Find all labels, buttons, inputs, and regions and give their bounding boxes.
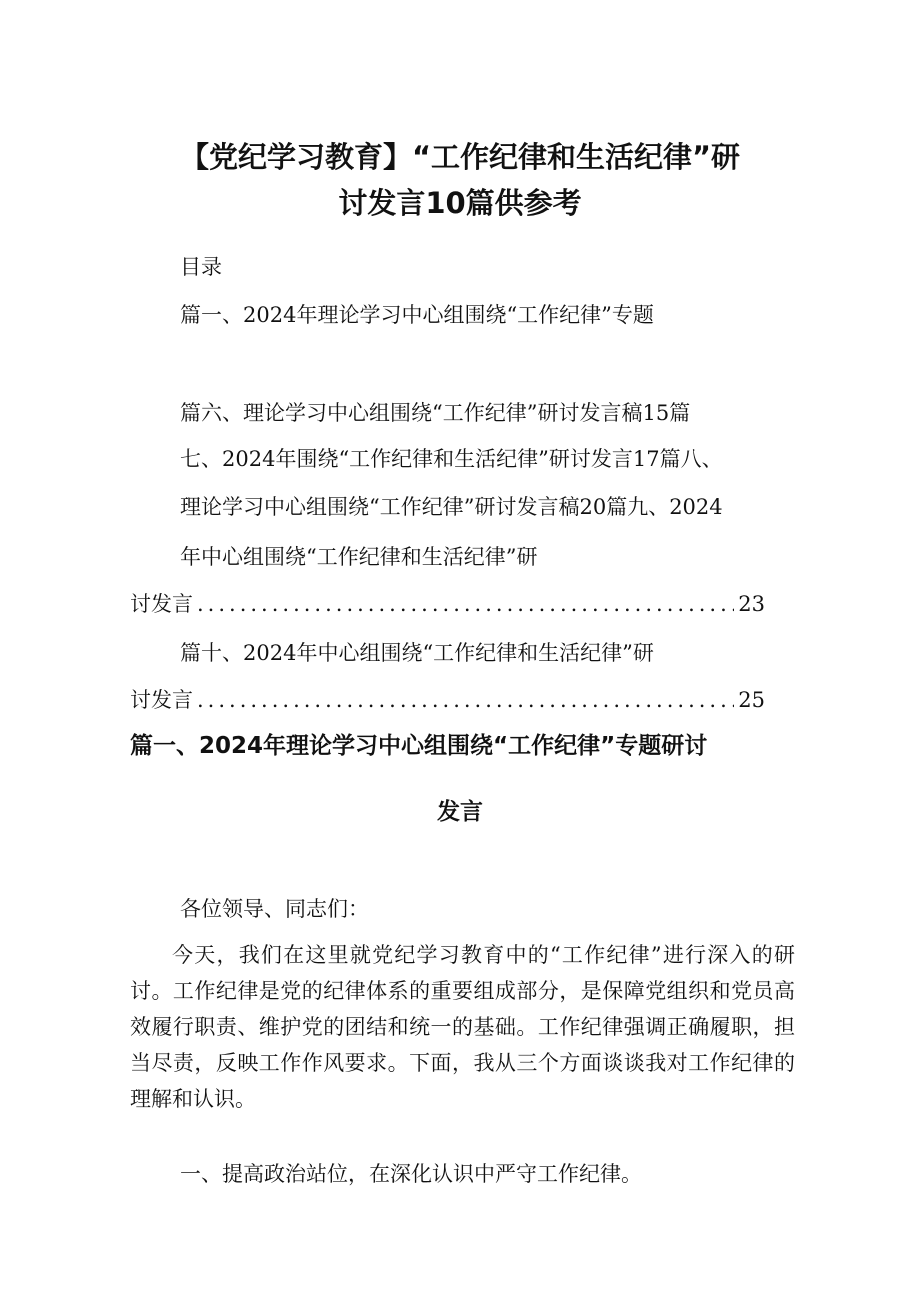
document-title-line1: 【党纪学习教育】“工作纪律和生活纪律”研	[179, 140, 741, 174]
toc-page-number: 25	[738, 688, 765, 712]
toc-entry-8[interactable]: 理论学习中心组围绕“工作纪律”研讨发言稿20篇九、2024	[180, 495, 723, 519]
toc-entry-9[interactable]: 年中心组围绕“工作纪律和生活纪律”研	[180, 545, 538, 569]
toc-entry-6[interactable]: 篇六、理论学习中心组围绕“工作纪律”研讨发言稿15篇	[180, 401, 691, 425]
toc-entry-7[interactable]: 七、2024年围绕“工作纪律和生活纪律”研讨发言17篇八、	[180, 447, 723, 471]
greeting: 各位领导、同志们：	[180, 897, 369, 921]
body-paragraph-1: 今天，我们在这里就党纪学习教育中的“工作纪律”进行深入的研讨。工作纪律是党的纪律体系的重要组成部分，是保障党组织和党员高效履行职责、维护党的团结和统一的基础。工作纪律强调正确履职，担当尽责，反映工作作风要求。下面，我从三个方面谈谈我对工作纪律的理解和认识。	[130, 943, 795, 1111]
toc-row-label: 讨发言	[130, 688, 193, 712]
toc-leader-dots	[197, 685, 734, 715]
toc-leader-dots	[197, 589, 734, 619]
toc-entry-1[interactable]: 篇一、2024年理论学习中心组围绕“工作纪律”专题	[180, 303, 654, 327]
toc-heading: 目录	[180, 255, 222, 279]
toc-row-9[interactable]	[130, 589, 765, 619]
toc-row-label: 讨发言	[130, 592, 193, 616]
toc-entry-10[interactable]: 篇十、2024年中心组围绕“工作纪律和生活纪律”研	[180, 641, 654, 665]
subheading-1: 一、提高政治站位，在深化认识中严守工作纪律。	[180, 1162, 642, 1186]
toc-row-10[interactable]	[130, 685, 765, 715]
section-heading-line2: 发言	[437, 799, 483, 825]
section-heading-line1: 篇一、2024年理论学习中心组围绕“工作纪律”专题研讨	[130, 733, 708, 759]
document-title-line2: 讨发言10篇供参考	[338, 186, 582, 220]
toc-page-number: 23	[738, 592, 765, 616]
